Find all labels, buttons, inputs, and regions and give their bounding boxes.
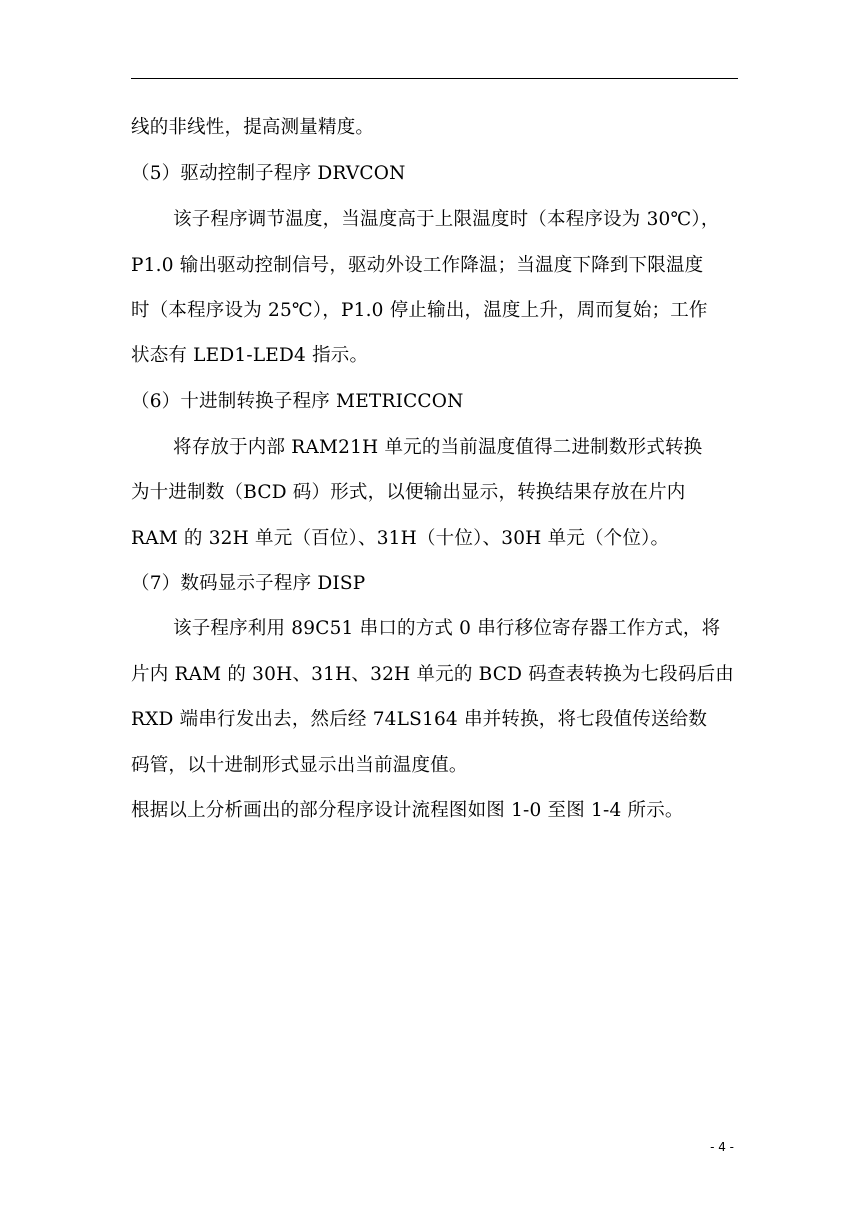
section-heading-disp: （7）数码显示子程序 DISP: [131, 573, 366, 594]
header-rule: [131, 78, 738, 79]
page-number: - 4 -: [710, 1140, 734, 1154]
text-line: P1.0 输出驱动控制信号，驱动外设工作降温；当温度下降到下限温度: [131, 255, 704, 276]
text-line: 为十进制数（BCD 码）形式，以便输出显示，转换结果存放在片内: [131, 482, 686, 503]
section-heading-metriccon: （6）十进制转换子程序 METRICCON: [131, 391, 464, 412]
text-line: 码管，以十进制形式显示出当前温度值。: [131, 755, 468, 776]
text-line: 时（本程序设为 25℃），P1.0 停止输出，温度上升，周而复始；工作: [131, 300, 708, 321]
text-line: RAM 的 32H 单元（百位）、31H（十位）、30H 单元（个位）。: [131, 528, 670, 549]
text-line: 线的非线性，提高测量精度。: [131, 117, 375, 138]
text-line: 片内 RAM 的 30H、31H、32H 单元的 BCD 码查表转换为七段码后由: [131, 664, 734, 685]
text-line: RXD 端串行发出去，然后经 74LS164 串并转换，将七段值传送给数: [131, 709, 708, 730]
text-line: 根据以上分析画出的部分程序设计流程图如图 1-0 至图 1-4 所示。: [131, 800, 684, 821]
text-line: 状态有 LED1-LED4 指示。: [131, 345, 369, 366]
section-heading-drvcon: （5）驱动控制子程序 DRVCON: [131, 163, 406, 184]
text-line: 该子程序调节温度，当温度高于上限温度时（本程序设为 30℃），: [173, 209, 720, 230]
text-line: 该子程序利用 89C51 串口的方式 0 串行移位寄存器工作方式，将: [173, 618, 721, 639]
text-line: 将存放于内部 RAM21H 单元的当前温度值得二进制数形式转换: [173, 437, 703, 458]
